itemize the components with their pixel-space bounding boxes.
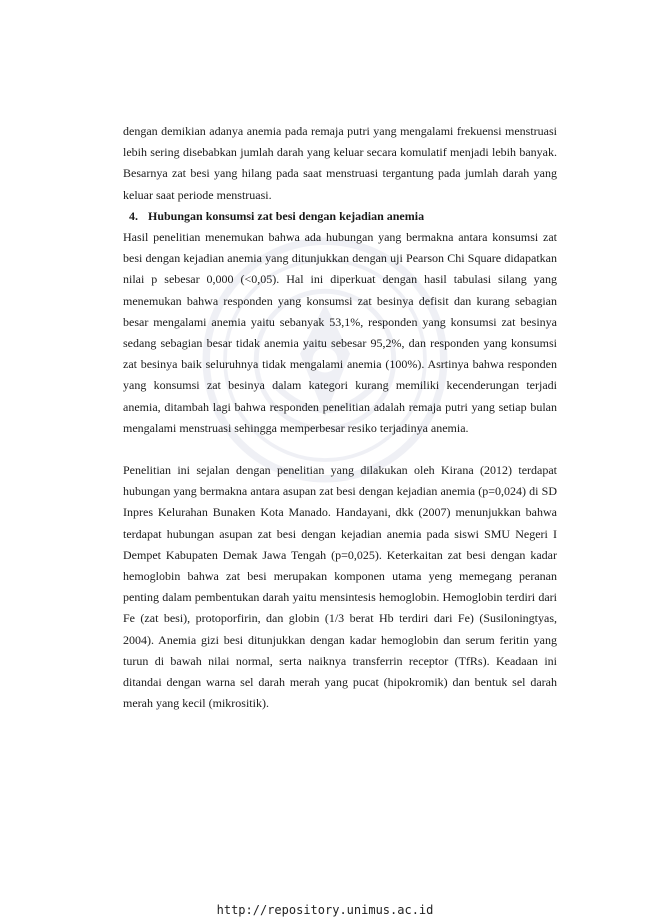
footer-url[interactable]: http://repository.unimus.ac.id <box>216 903 434 917</box>
paragraph-spacer <box>123 439 557 460</box>
section-heading <box>123 206 557 227</box>
body-paragraph-2: Penelitian ini sejalan dengan penelitian yang dilakukan oleh Kirana (2012) terdapat hubungan yang bermakna antara asupan zat besi dengan kejadian anemia (p=0,024) di SD Inpres Kelurahan Bunaken Kota Manado. Handayani, dkk (2007) menunjukkan bahwa terdapat hubungan asupan zat besi dengan kejadian anemia pada siswi SMU Negeri I Dempet Kabupaten Demak Jawa Tengah (p=0,025). Keterkaitan zat besi dengan kadar hemoglobin bahwa zat besi merupakan komponen utama yeng memegang peranan penting dalam pembentukan darah yaitu mensintesis hemoglobin. Hemoglobin terdiri dari Fe (zat besi), protoporfirin, dan globin (1/3 berat Hb terdiri dari Fe) (Susiloningtyas, 2004). Anemia gizi besi ditunjukkan dengan kadar hemoglobin dan serum feritin yang turun di bawah nilai normal, serta naiknya transferrin receptor (TfRs). Keadaan ini ditandai dengan warna sel darah merah yang pucat (hipokromik) dan bentuk sel darah merah yang kecil (mikrositik). <box>123 463 557 711</box>
intro-paragraph: dengan demikian adanya anemia pada remaja putri yang mengalami frekuensi menstruasi lebih sering disebabkan jumlah darah yang keluar secara komulatif menjadi lebih banyak. Besarnya zat besi yang hilang pada saat menstruasi tergantung pada jumlah darah yang keluar saat periode menstruasi. <box>123 124 557 202</box>
body-paragraph-1: Hasil penelitian menemukan bahwa ada hubungan yang bermakna antara konsumsi zat besi dengan kejadian anemia yang ditunjukkan dengan uji Pearson Chi Square didapatkan nilai p sebesar 0,000 (<0,05). Hal ini diperkuat dengan hasil tabulasi silang yang menemukan bahwa responden yang konsumsi zat besinya defisit dan kurang sebagian besar mengalami anemia yaitu sebanyak 53,1%, responden yang konsumsi zat besinya sedang sebagian besar tidak anemia yaitu sebesar 95,2%, dan responden yang konsumsi zat besinya baik seluruhnya tidak mengalami anemia (100%). Asrtinya bahwa responden yang konsumsi zat besinya dalam kategori kurang memiliki kecenderungan terjadi anemia, ditambah lagi bahwa responden penelitian adalah remaja putri yang setiap bulan mengalami menstruasi sehingga memperbesar resiko terjadinya anemia. <box>123 230 557 435</box>
section-number: 4. <box>129 208 138 223</box>
page-content <box>123 121 557 714</box>
section-title: Hubungan konsumsi zat besi dengan kejadian anemia <box>148 208 425 223</box>
